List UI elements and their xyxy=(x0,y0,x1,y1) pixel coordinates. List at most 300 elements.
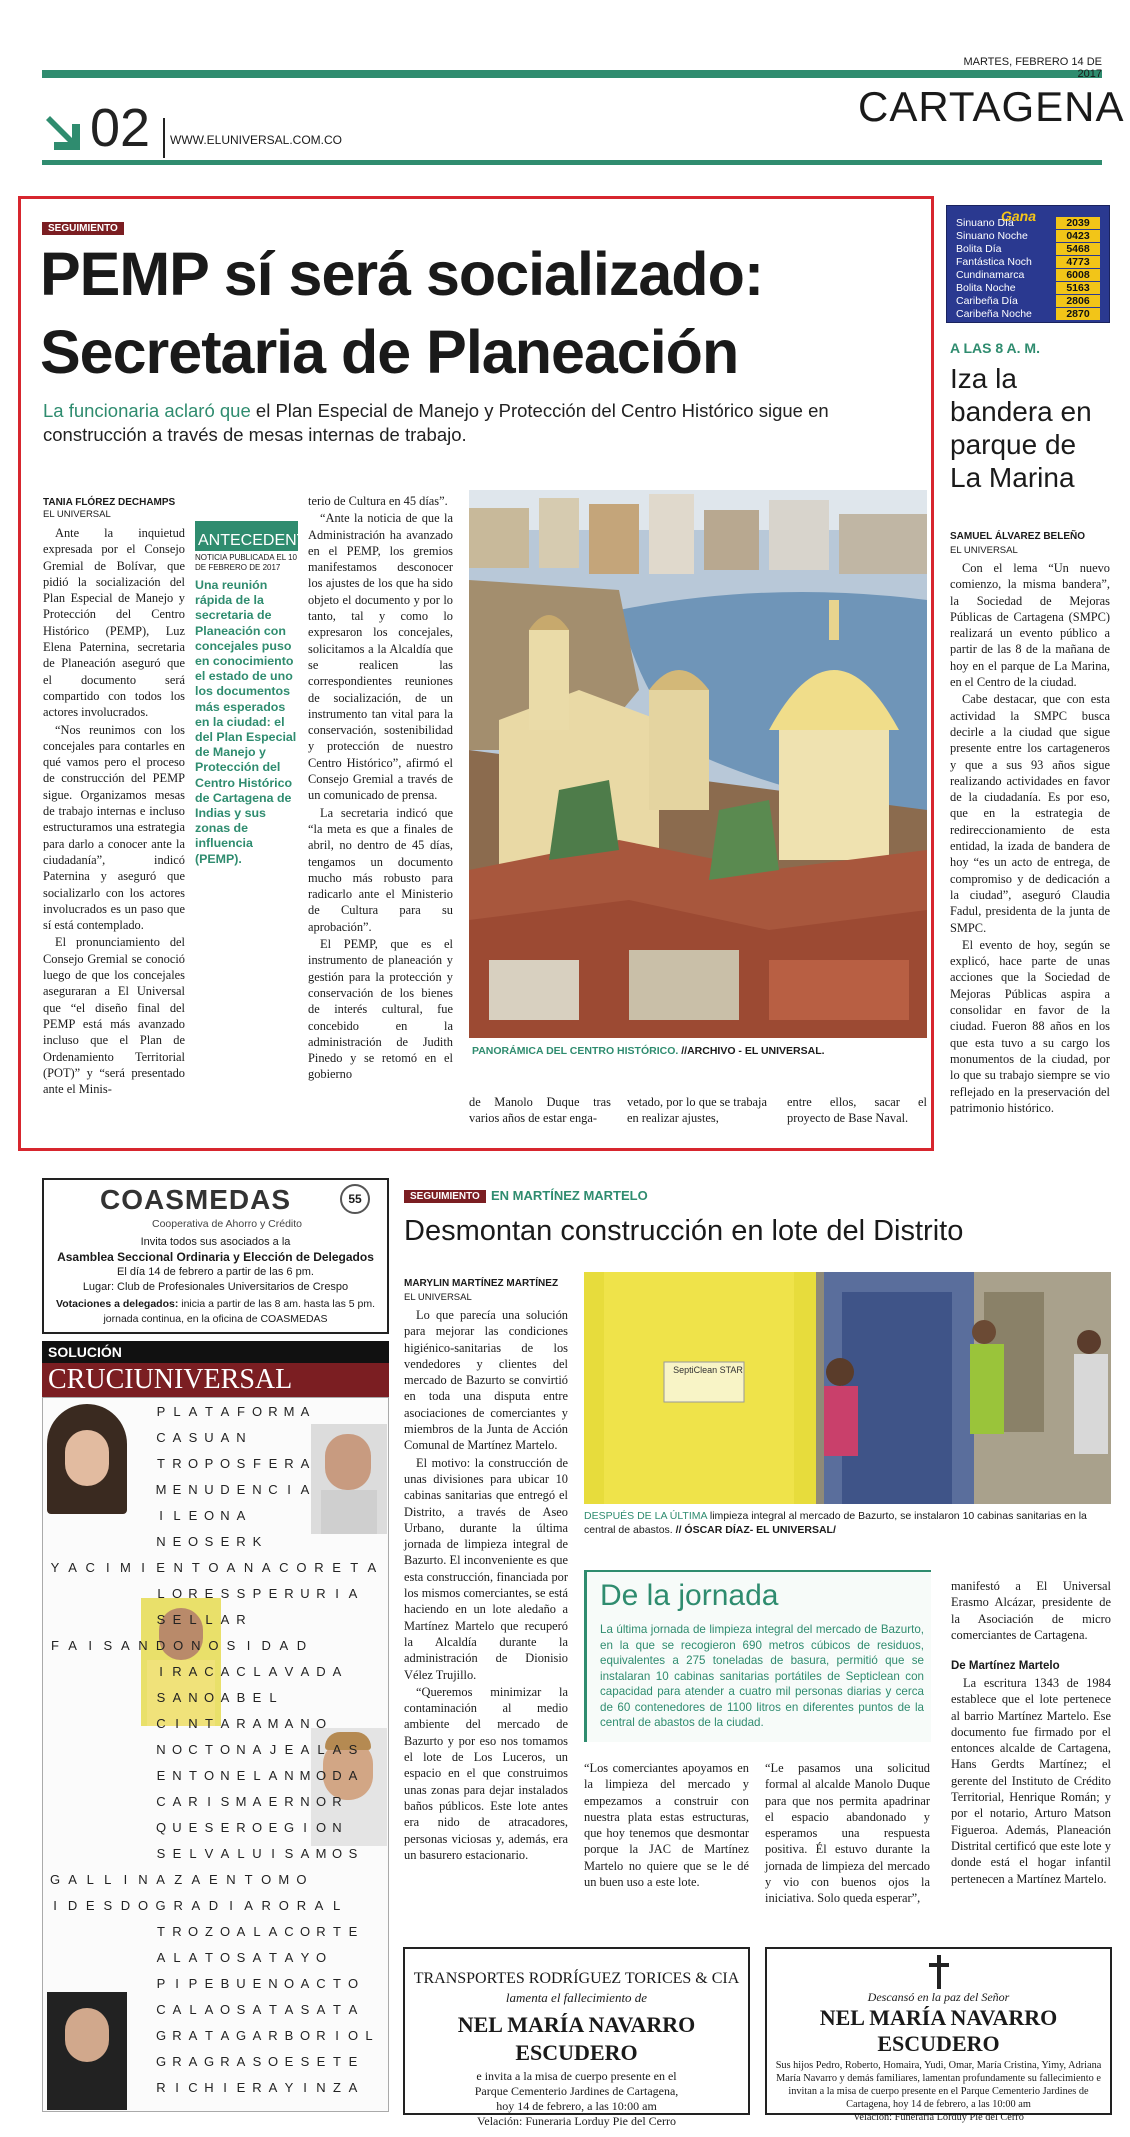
crossword-cell: E xyxy=(332,1560,341,1575)
crossword-cell: O xyxy=(219,2002,231,2017)
crossword-cell: O xyxy=(315,1716,327,1731)
crossword-cell: A xyxy=(156,1872,165,1887)
crossword-cell: T xyxy=(189,1768,197,1783)
crossword-cell: R xyxy=(172,1924,182,1939)
crossword-cell: K xyxy=(252,1534,262,1549)
crossword-cell: A xyxy=(188,1950,198,1965)
crossword-cell: D xyxy=(155,1638,166,1653)
lottery-value: 2806 xyxy=(1056,295,1100,307)
crossword-cell: C xyxy=(279,1560,289,1575)
crossword-cell: F xyxy=(253,1456,261,1471)
crossword-cell: N xyxy=(138,1872,148,1887)
paragraph: El PEMP, que es el instrumento de planeación y gestión para la protección y conservación de los bienes de interés cultural, fue concebido en la administración de Judith Pinedo y se retomó en el gobierno xyxy=(308,937,453,1082)
crossword-cell: I xyxy=(207,1794,211,1809)
crossword-cell: E xyxy=(156,1768,166,1783)
lottery-name: Fantástica Noch xyxy=(956,256,1032,268)
crossword-cell: R xyxy=(284,1456,294,1471)
crossword-cell: R xyxy=(173,1898,183,1913)
crossword-cell: R xyxy=(188,1586,198,1601)
crossword-cell: E xyxy=(348,1924,358,1939)
crossword-cell: Y xyxy=(300,1950,310,1965)
crossword-cell: R xyxy=(268,1404,278,1419)
crossword-cell: A xyxy=(172,1690,182,1705)
headline-line1: PEMP sí será socializado: xyxy=(40,240,764,308)
crossword-cell: R xyxy=(284,1794,294,1809)
headline-line2: Secretaria de Planeación xyxy=(40,318,739,386)
paragraph: Cabe destacar, que con esta actividad la SMPC busca decirle a la ciudad que sigue presente entre los cartageneros y que a sus 93 años sigue realizando actividades en favor de la ciudadanía. Es por eso, que en la estrategia de redireccionamiento de esta entidad, la izada de bandera de hoy “es un acto de entrega, de compromiso y de dedicación a la ciudad”, aseguró Claudia Fadul, presidenta de la junta de SMPC. xyxy=(950,692,1110,935)
crossword-cell: A xyxy=(332,1742,342,1757)
bottom-col3: entre ellos, sacar el proyecto de Base Naval. xyxy=(787,1095,927,1126)
crossword-cell: I xyxy=(303,2080,307,2095)
crossword-cell: O xyxy=(261,1872,272,1887)
crossword-cell: E xyxy=(236,1768,246,1783)
crossword-cell: T xyxy=(205,1742,213,1757)
crossword-cell: I xyxy=(287,1482,291,1497)
crossword-cell: M xyxy=(119,1560,131,1575)
crossword-cell: A xyxy=(236,1924,246,1939)
crossword-cell: A xyxy=(191,1872,201,1887)
crossword-cell: Z xyxy=(174,1872,183,1887)
bazurto-caption xyxy=(584,1509,1111,1537)
jornada-title: De la jornada xyxy=(600,1579,779,1612)
crossword-cell: A xyxy=(261,1560,271,1575)
crossword-cell: O xyxy=(171,1742,183,1757)
photo-man xyxy=(311,1424,387,1534)
crossword-cell: U xyxy=(252,1846,262,1861)
crossword-cell: E xyxy=(252,1690,262,1705)
crossword-cell: O xyxy=(208,1638,219,1653)
crossword-cell: N xyxy=(188,1690,198,1705)
crossword-cell: O xyxy=(331,1846,343,1861)
crossword-cell: E xyxy=(236,2080,246,2095)
crossword-cell: A xyxy=(284,2002,294,2017)
ad-line5-bold: Votaciones a delegados: xyxy=(55,1298,179,1310)
crossword-cell: T xyxy=(191,1560,200,1575)
crossword-cell: N xyxy=(156,1742,166,1757)
crossword-cell: T xyxy=(333,2002,341,2017)
obit1-line3: Parque Cementerio Jardines de Cartagena, xyxy=(474,2084,679,2098)
crossword-cell: O xyxy=(299,2028,311,2043)
crossword-cell: S xyxy=(252,2054,262,2069)
crossword-cell: E xyxy=(172,1534,182,1549)
obit2-line3: Velación: Funeraria Lorduy Pie del Cerro xyxy=(853,2112,1024,2123)
crossword-cell: A xyxy=(367,1560,377,1575)
crossword-cell: A xyxy=(236,2054,246,2069)
author-outlet: EL UNIVERSAL xyxy=(43,509,111,520)
second-subhead: De Martínez Martelo xyxy=(951,1660,1060,1672)
ad-line4: Lugar: Club de Profesionales Universitarios de Crespo xyxy=(82,1281,349,1293)
crossword-cell: S xyxy=(156,1846,166,1861)
crossword-cell: A xyxy=(279,1638,289,1653)
crossword-cell: I xyxy=(123,1872,128,1887)
crossword-cell: A xyxy=(252,2002,262,2017)
crossword-cell: O xyxy=(203,1768,215,1783)
crossword-cell: T xyxy=(205,1404,213,1419)
crossword-cell: N xyxy=(268,1976,278,1991)
crossword-cell: O xyxy=(315,1768,327,1783)
crossword-cell: O xyxy=(251,1820,263,1835)
crossword-cell: C xyxy=(316,1976,326,1991)
crossword-cell: B xyxy=(236,1690,246,1705)
crossword-cell: A xyxy=(300,1456,310,1471)
crossword-cell: I xyxy=(141,1560,145,1575)
crossword-cell: J xyxy=(269,1742,277,1757)
crossword-cell: L xyxy=(86,1872,94,1887)
badge-number: 55 xyxy=(348,1192,362,1206)
crossword-cell: O xyxy=(267,2054,279,2069)
crossword-cell: R xyxy=(252,2080,262,2095)
deck xyxy=(43,399,873,447)
crossword-cell: D xyxy=(296,1638,307,1653)
crossword-cell: N xyxy=(236,1742,246,1757)
crossword-cell: O xyxy=(173,1638,184,1653)
crossword-cell: A xyxy=(332,1664,342,1679)
crossword-cell: O xyxy=(315,1820,327,1835)
second-kicker: EN MARTÍNEZ MARTELO xyxy=(491,1188,648,1203)
photo-young-man xyxy=(47,1992,127,2110)
paragraph: “Queremos minimizar la contaminación al medio ambiente del mercado de Bazurto y por eso nos tomamos el lote de Los Luceros, un espacio en el que construimos unas zonas para dejar instalados baños públicos. Este lote antes era nido de atracadores, personas viciosas y, además, era un basurero estacionario. xyxy=(404,1684,568,1862)
crossword-cell: I xyxy=(223,2080,227,2095)
side-outlet: EL UNIVERSAL xyxy=(950,545,1018,556)
crossword-cell: A xyxy=(220,1664,230,1679)
crossword-cell: V xyxy=(204,1846,214,1861)
crossword-cell: U xyxy=(300,1586,310,1601)
crossword-cell: N xyxy=(300,1716,310,1731)
crossword-cell: E xyxy=(156,1560,165,1575)
ad-line2: Asamblea Seccional Ordinaria y Elección de Delegados xyxy=(57,1250,374,1264)
crossword-cell: R xyxy=(172,1456,182,1471)
header-date: MARTES, FEBRERO 14 DE 2017 xyxy=(963,56,1102,80)
crossword-cell: E xyxy=(204,1586,214,1601)
crossword-cell: E xyxy=(172,1482,182,1497)
crossword-cell: O xyxy=(296,1872,307,1887)
main-photo xyxy=(469,490,927,1038)
crossword-cell: A xyxy=(188,2054,198,2069)
main-col1 xyxy=(43,525,185,1097)
crossword-cell: M xyxy=(315,1846,327,1861)
crossword-cell: T xyxy=(205,1950,213,1965)
crossword-cell: R xyxy=(332,1794,342,1809)
crossword-cell: L xyxy=(189,2002,197,2017)
ad-line3: El día 14 de febrero a partir de las 6 pm. xyxy=(117,1266,314,1278)
crossword-cell: A xyxy=(220,2028,230,2043)
crossword-cell: O xyxy=(315,1794,327,1809)
crossword-cell: L xyxy=(237,1846,245,1861)
ad-line5-text: inicia a partir de las 8 am. hasta las 5 pm. xyxy=(178,1298,376,1310)
crossword-cell: E xyxy=(268,1794,278,1809)
lottery-name: Bolita Noche xyxy=(956,282,1016,294)
lottery-name: Caribeña Día xyxy=(956,295,1018,307)
crossword-cell: E xyxy=(268,1820,278,1835)
crossword-cell: O xyxy=(208,1560,219,1575)
cross-icon xyxy=(927,1955,951,1989)
crossword-cell: S xyxy=(236,1456,246,1471)
crossword-cell: L xyxy=(253,1924,261,1939)
caption-highlight: DESPUÉS DE LA ÚLTIMA xyxy=(584,1510,707,1522)
crossword-cell: L xyxy=(253,1664,261,1679)
crossword-cell: E xyxy=(284,2054,294,2069)
crossword-cell: S xyxy=(204,1820,214,1835)
crossword-cell: R xyxy=(268,2028,278,2043)
crossword-cell: I xyxy=(303,1820,307,1835)
crossword-cell: N xyxy=(226,1872,236,1887)
page-number: 02 xyxy=(90,98,151,158)
crossword-cell: L xyxy=(189,1612,197,1627)
paragraph: “Nos reunimos con los concejales para contarles en qué vamos pero el proceso de construcción del PEMP sigue. Organizamos mesas de trabajo internas e incluso estructuramos una estrategia para darlo a conocer ante la ciudadanía”, indicó Paternina y aseguró que socializarlo con los actores involucrados es un paso que sí está contemplado. xyxy=(43,722,185,933)
crossword-cell: E xyxy=(236,1482,246,1497)
crossword-cell: M xyxy=(235,1794,247,1809)
crossword-cell: I xyxy=(175,1716,179,1731)
crossword-cell: I xyxy=(246,1638,251,1653)
obituary-2 xyxy=(765,1947,1112,2123)
deck-highlight: La funcionaria aclaró que xyxy=(43,400,251,421)
crossword-cell: I xyxy=(175,2080,179,2095)
crossword-cell: L xyxy=(173,1508,181,1523)
lottery-value: 5163 xyxy=(1056,282,1100,294)
crossword-cell: A xyxy=(300,1404,310,1419)
paragraph: La secretaria indicó que “la meta es que a finales de abril, no dentro de 45 días, tengamos un documento mucho más robusto para radicarlo ante el Ministerio de Cultura para su aprobación”. xyxy=(308,805,453,934)
crossword-cell: S xyxy=(300,2054,310,2069)
crossword-cell: A xyxy=(220,1690,230,1705)
crossword-cell: R xyxy=(172,2054,182,2069)
crossword-cell: T xyxy=(205,2028,213,2043)
lottery-value: 0423 xyxy=(1056,230,1100,242)
ad-line6: jornada continua, en la oficina de COASMEDAS xyxy=(103,1313,328,1325)
crossword-cell: L xyxy=(173,1404,181,1419)
coasmedas-ad[interactable] xyxy=(42,1178,389,1334)
crossword-cell: T xyxy=(157,1456,165,1471)
crossword-cell: E xyxy=(220,1534,230,1549)
ad-line5 xyxy=(44,1298,387,1310)
crossword-cell: A xyxy=(348,1586,358,1601)
crossword-cell: T xyxy=(269,2002,277,2017)
crossword-cell: A xyxy=(268,2080,278,2095)
crossword-cell: O xyxy=(347,2028,359,2043)
second-col1 xyxy=(404,1307,568,1863)
crossword-cell: D xyxy=(332,1768,342,1783)
crossword-cell: P xyxy=(204,1456,214,1471)
crossword-cell: A xyxy=(252,1794,262,1809)
caption-credit: // ÓSCAR DÍAZ- EL UNIVERSAL/ xyxy=(672,1524,836,1536)
crossword-cell: I xyxy=(88,1638,92,1653)
crossword-cell: L xyxy=(253,1768,261,1783)
caption-text: limpieza integral al mercado de Bazurto, se instalaron 10 cabinas sanitarias en la central de abastos. xyxy=(584,1510,1087,1536)
crossword-cell: S xyxy=(156,1690,166,1705)
section-title: CARTAGENA xyxy=(858,83,1125,130)
crossword-cell: D xyxy=(120,1898,131,1913)
crossword-cell: A xyxy=(316,2002,326,2017)
crossword-cell: N xyxy=(236,1430,246,1445)
crossword-cell: M xyxy=(283,1404,295,1419)
crossword-cell: E xyxy=(172,1846,182,1861)
crossword-cell: I xyxy=(271,1846,275,1861)
crossword-cell: R xyxy=(172,1664,182,1679)
crossword-cell: G xyxy=(155,1898,166,1913)
crossword-cell: L xyxy=(269,1690,277,1705)
crossword-cell: I xyxy=(105,1560,110,1575)
crossword-cell: E xyxy=(220,1820,230,1835)
crossword-cell: R xyxy=(284,1586,294,1601)
crossword-cell: Z xyxy=(205,1924,213,1939)
crossword-cell: D xyxy=(67,1898,78,1913)
crossword-cell: A xyxy=(188,1404,198,1419)
crossword-cell: O xyxy=(187,1534,199,1549)
author-byline: TANIA FLÓREZ DECHAMPS xyxy=(43,497,176,508)
crossword-cell: A xyxy=(252,1742,262,1757)
crossword-cell: A xyxy=(188,1664,198,1679)
crossword-cell: I xyxy=(159,1664,163,1679)
crossword-cell: A xyxy=(172,2002,182,2017)
lottery-value: 2870 xyxy=(1056,308,1100,320)
obit1-name: NEL MARÍA NAVARRO ESCUDERO xyxy=(457,2012,696,2065)
crossword-cell: E xyxy=(268,1456,278,1471)
jornada-text: La última jornada de limpieza integral del mercado de Bazurto, en la que se recogieron 690 metros cúbicos de residuos, equivalentes a 275 toneladas de basura, permitió que se instalaran 10 cabinas sanitarias portátiles de Septiclean con capacidad para atender a cuatro mil personas diarias y cerca de 60 contenedores de 1100 litros en diferentes puntos de la central de abastos de la ciudad. xyxy=(600,1623,924,1729)
coasmedas-logo: COASMEDAS xyxy=(100,1184,292,1215)
crossword-cell: G xyxy=(235,2028,247,2043)
crossword-cell: S xyxy=(236,1586,246,1601)
obit2-line1: Descansó en la paz del Señor xyxy=(867,1990,1010,2004)
crossword-cell: O xyxy=(296,1560,307,1575)
second-tag: SEGUIMIENTO xyxy=(404,1190,486,1203)
crossword-cell: O xyxy=(171,1586,183,1601)
ad-line1: Invita todos sus asociados a la xyxy=(140,1236,291,1248)
crossword-cell: R xyxy=(236,1612,246,1627)
crossword-cell: P xyxy=(252,1586,262,1601)
side-body xyxy=(950,560,1110,1116)
crossword-cell: A xyxy=(300,1742,310,1757)
crossword-cell: S xyxy=(156,1612,166,1627)
crossword-cell: F xyxy=(237,1404,245,1419)
crossword-cell: O xyxy=(283,1976,295,1991)
crossword-cell: A xyxy=(300,1482,310,1497)
header-top-rule xyxy=(42,70,1102,78)
crossword-cell: S xyxy=(103,1638,113,1653)
crossword-cell: A xyxy=(220,1716,230,1731)
crossword-cell: S xyxy=(220,1586,230,1601)
coasmedas-badge xyxy=(340,1184,370,1214)
crossword-cell: T xyxy=(157,1924,165,1939)
photo-sign-text: SeptiClean STAR xyxy=(673,1365,743,1375)
crossword-cell: E xyxy=(204,1976,214,1991)
crossword-title: CRUCIUNIVERSAL xyxy=(42,1363,389,1397)
lottery-value: 6008 xyxy=(1056,269,1100,281)
crossword-cell: A xyxy=(68,1638,77,1653)
crossword-cell: D xyxy=(208,1898,219,1913)
crossword-cell: C xyxy=(268,1482,278,1497)
crossword-cell: G xyxy=(155,2028,167,2043)
crossword-cell: A xyxy=(268,1924,278,1939)
crossword-cell: A xyxy=(204,2002,214,2017)
crossword-cell: O xyxy=(187,1924,199,1939)
website-link[interactable]: WWW.ELUNIVERSAL.COM.CO xyxy=(170,133,343,147)
crossword-cell: I xyxy=(335,1586,339,1601)
crossword-cell: B xyxy=(220,1976,230,1991)
crossword-cell: T xyxy=(244,1872,253,1887)
sidebar-title: ANTECEDENTE xyxy=(195,521,298,551)
crossword-cell: I xyxy=(159,1508,163,1523)
lottery-value: 2039 xyxy=(1056,217,1100,229)
crossword-cell: Q xyxy=(155,1820,167,1835)
crossword-cell: M xyxy=(299,1768,311,1783)
crossword-cell: T xyxy=(333,1976,341,1991)
crossword-cell: U xyxy=(204,1430,214,1445)
paragraph: El pronunciamiento del Consejo Gremial se conoció luego de que los concejales aseguraran a El Universal que “el diseño final del PEMP está más avanzado incluso que el Plan de Ordenamiento Territorial (POT)” y “será presentado ante el Minis- xyxy=(43,935,185,1097)
paragraph: La escritura 1343 de 1984 establece que el lote pertenece al barrio Martínez Martelo. Ese documento fue firmado por el entonces alcalde de Cartagena, Hans Gerdts Martínez; el gerente del Instituto de Crédito Territorial, Henrique Román; y por el notario, Arturo Matson Figueroa. Además, Planeación Distrital certificó que este lote y donde está el hogar infantil pertenecen a Martínez Martelo. xyxy=(951,1676,1111,1886)
crossword-cell: M xyxy=(278,1872,290,1887)
crossword-cell: U xyxy=(236,1976,246,1991)
crossword-cell: O xyxy=(137,1898,149,1913)
crossword-cell: A xyxy=(244,1898,253,1913)
obit1-company: TRANSPORTES RODRÍGUEZ TORICES & CIA xyxy=(413,1970,740,1987)
sidebar-text: Una reunión rápida de la secretaria de Planeación con concejales puso en conocimiento el estado de uno los documentos más esperados en la ciudad: el del Plan Especial de Manejo y Protección del Centro Histórico de Cartagena de Indias y sus zonas de influencia (PEMP). xyxy=(195,578,297,866)
crossword-cell: E xyxy=(188,1820,198,1835)
crossword-cell: A xyxy=(68,1872,77,1887)
crossword-cell: A xyxy=(236,1508,246,1523)
crossword-cell: O xyxy=(203,1690,215,1705)
lottery-brand: Gana xyxy=(1001,208,1037,224)
obit2-line2: Sus hijos Pedro, Roberto, Homaira, Yudi, Omar, María Cristina, Yimy, Adriana María Navarro y demás familiares, lamentan profundamente su fallecimiento e invitan a la misa de cuerpo presente en el Parque Cementerio Jardines de Cartagena, hoy 14 de febrero, a las 10:00 am xyxy=(775,2060,1102,2110)
crossword-cell: U xyxy=(172,1820,182,1835)
lottery-name: Bolita Día xyxy=(956,243,1002,255)
arrow-icon xyxy=(44,112,86,154)
photo-woman xyxy=(47,1404,127,1514)
crossword-cell: A xyxy=(284,1950,294,1965)
crossword-cell: N xyxy=(284,1768,294,1783)
crossword-cell: C xyxy=(156,1794,166,1809)
crossword-cell: N xyxy=(300,1794,310,1809)
crossword-cell: C xyxy=(156,2002,166,2017)
crossword-cell: C xyxy=(156,1430,166,1445)
main-col3 xyxy=(308,493,453,1083)
crossword-cell: A xyxy=(188,2028,198,2043)
crossword-cell: O xyxy=(187,1456,199,1471)
obit1-line1: lamenta el fallecimiento de xyxy=(505,1990,648,2005)
crossword-cell: A xyxy=(252,1716,262,1731)
second-outlet: EL UNIVERSAL xyxy=(404,1292,472,1303)
crossword-cell: N xyxy=(316,2080,326,2095)
crossword-cell: O xyxy=(203,1508,215,1523)
crossword-cell: A xyxy=(268,1768,278,1783)
obit2-name: NEL MARÍA NAVARRO ESCUDERO xyxy=(819,2005,1058,2056)
crossword-cell: T xyxy=(205,1716,213,1731)
crossword-cell: A xyxy=(191,1898,201,1913)
crossword-cell: R xyxy=(220,2054,230,2069)
crossword-cell: P xyxy=(156,1976,166,1991)
crossword-cell: N xyxy=(156,1534,166,1549)
crossword-cell: N xyxy=(332,1820,342,1835)
crossword-cell: L xyxy=(104,1872,112,1887)
obit1-line5: Velación: Funeraria Lorduy Pie del Cerro xyxy=(477,2114,676,2128)
crossword-cell: T xyxy=(333,1924,341,1939)
crossword-cell: Y xyxy=(50,1560,60,1575)
sidebar-date: NOTICIA PUBLICADA EL 10 DE FEBRERO DE 2017 xyxy=(195,553,297,572)
side-author: SAMUEL ÁLVAREZ BELEÑO xyxy=(950,531,1086,542)
crossword-cell: A xyxy=(284,1716,294,1731)
obit1-line4: hoy 14 de febrero, a las 10:00 am xyxy=(496,2099,657,2113)
crossword-cell: L xyxy=(189,1846,197,1861)
crossword-cell: S xyxy=(236,2002,246,2017)
lottery-name: Caribeña Noche xyxy=(956,308,1032,320)
crossword-cell: O xyxy=(299,1924,311,1939)
paragraph: El motivo: la construcción de unas divisiones para ubicar 10 cabinas sanitarias que entregó el Distrito, a través de Aseo Urbano, durante la última jornada de limpieza integral de Bazurto. El inconveniente es que esta construcción, financiada por los mismos comerciantes, se está haciendo en un lote aledaño a Martínez Martelo que recuperó la Alcaldía durante la administración de Dionisio Vélez Trujillo. xyxy=(404,1455,568,1682)
crossword-cell: C xyxy=(188,2080,198,2095)
crossword-cell: N xyxy=(173,1560,183,1575)
crossword-cell: Y xyxy=(284,2080,294,2095)
main-photo-caption xyxy=(472,1044,922,1058)
crossword-cell: A xyxy=(348,2080,358,2095)
crossword-cell: R xyxy=(296,1898,307,1913)
lottery-value: 4773 xyxy=(1056,256,1100,268)
